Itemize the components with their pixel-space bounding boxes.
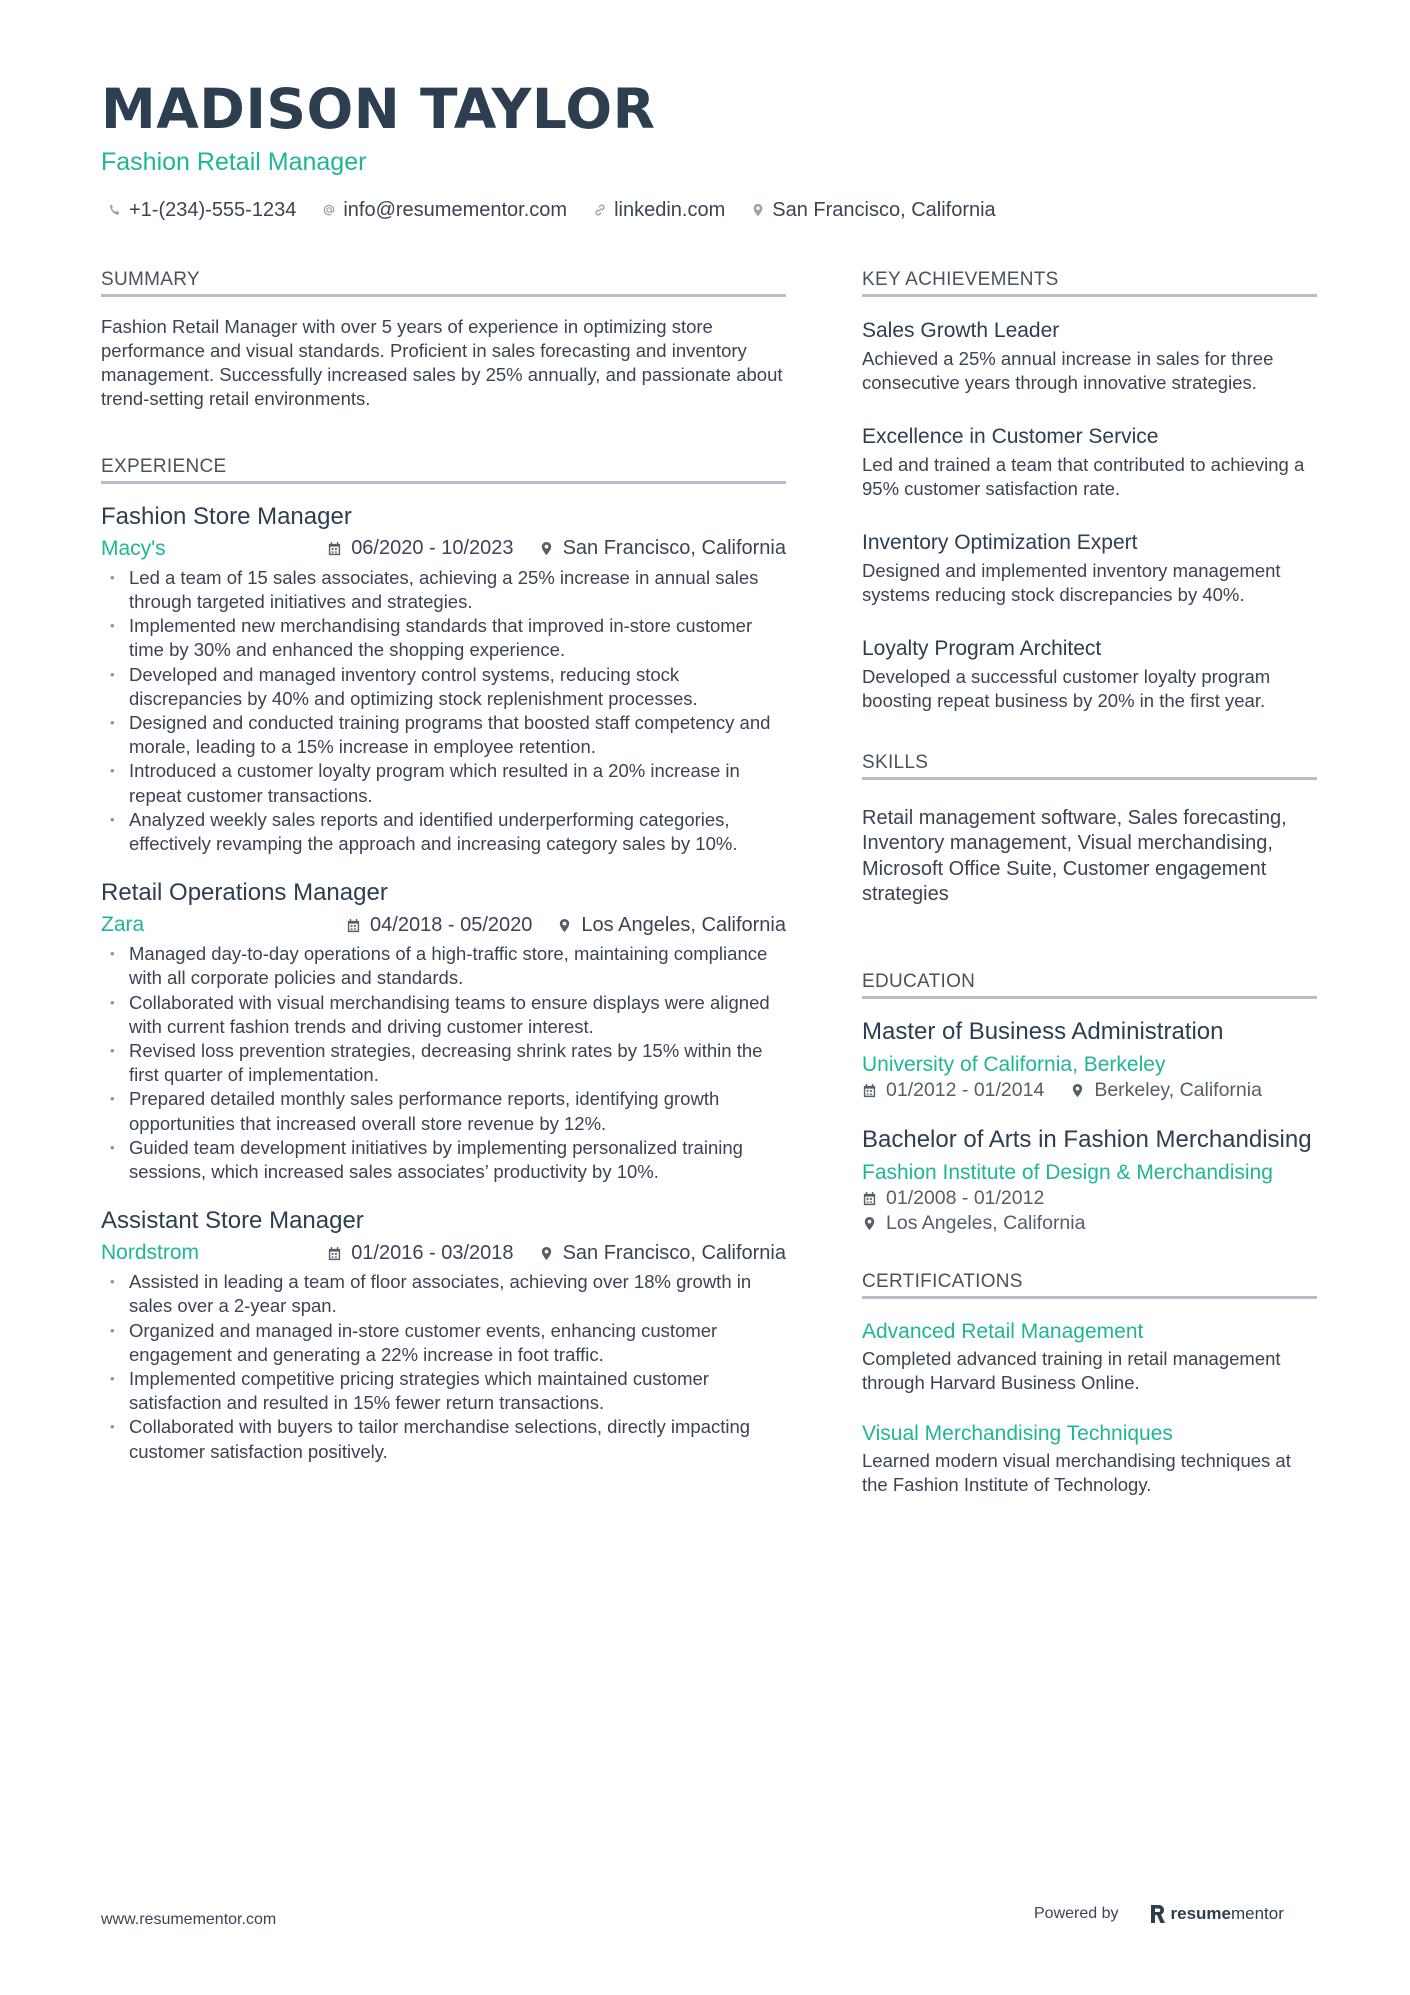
education-item — [862, 1125, 1317, 1236]
job-dates-text: 01/2016 - 03/2018 — [351, 1241, 514, 1264]
education-heading: EDUCATION — [862, 972, 1317, 999]
certifications-section — [862, 1272, 1317, 1497]
edu-dates — [862, 1186, 1044, 1211]
calendar-icon — [862, 1083, 877, 1098]
skills-section — [862, 753, 1317, 908]
certification-text: Completed advanced training in retail management through Harvard Business Online. — [862, 1347, 1281, 1393]
calendar-icon — [862, 1191, 877, 1206]
bullet-item: • Collaborated with buyers to tailor merchandise selections, directly impacting customer satisfaction positively. — [101, 1415, 786, 1463]
contact-location — [751, 200, 995, 220]
achievement-text: Achieved a 25% annual increase in sales for three consecutive years through innovative strategies. — [862, 347, 1274, 393]
map-pin-icon — [751, 203, 765, 217]
job-dates — [327, 537, 513, 560]
certifications-heading: CERTIFICATIONS — [862, 1272, 1317, 1299]
job-title: Fashion Store Manager — [101, 502, 352, 530]
company-name: Zara — [101, 913, 145, 937]
certification-title: Advanced Retail Management — [862, 1319, 1144, 1343]
edu-dates — [862, 1078, 1044, 1103]
bullet-item: • Guided team development initiatives by implementing personalized training sessions, which increased sales associates’ productivity by 10%. — [101, 1136, 786, 1184]
edu-dates-text: 01/2012 - 01/2014 — [886, 1078, 1045, 1101]
job-title: Retail Operations Manager — [101, 879, 388, 907]
job-meta — [101, 1236, 786, 1270]
brand-light: mentor — [1230, 1904, 1284, 1923]
map-pin-icon — [539, 1246, 554, 1261]
job-entry — [101, 878, 786, 1184]
bullet-item: • Led a team of 15 sales associates, achieving a 25% increase in annual sales through targeted initiatives and strategies. — [101, 566, 786, 614]
job-title: Assistant Store Manager — [101, 1207, 364, 1235]
footer-brand — [1034, 1904, 1284, 1924]
phone-text: +1-(234)-555-1234 — [129, 199, 297, 221]
company-name: Macy's — [101, 536, 166, 560]
phone-icon — [108, 203, 122, 217]
job-meta-details — [321, 914, 786, 937]
job-location — [539, 1242, 786, 1265]
job-dates — [327, 1242, 513, 1265]
job-meta — [101, 532, 786, 566]
achievement-item — [862, 633, 1317, 713]
brand-bold: resume — [1170, 1904, 1231, 1923]
contact-email[interactable] — [322, 200, 567, 220]
contact-bar — [108, 200, 1022, 220]
achievement-text: Led and trained a team that contributed to achieving a 95% customer satisfaction rate. — [862, 453, 1305, 499]
right-column — [862, 270, 1317, 1521]
resumementor-logo-icon — [1149, 1904, 1166, 1924]
edu-school: University of California, Berkeley — [862, 1052, 1166, 1076]
job-location-text: San Francisco, California — [562, 1241, 786, 1264]
contact-phone — [108, 200, 296, 220]
candidate-name: MADISON TAYLOR — [101, 77, 656, 141]
map-pin-icon — [557, 918, 572, 933]
job-location-text: Los Angeles, California — [581, 913, 786, 936]
edu-location — [1070, 1078, 1262, 1103]
certification-title: Visual Merchandising Techniques — [862, 1421, 1173, 1445]
edu-school: Fashion Institute of Design & Merchandising — [862, 1160, 1273, 1184]
job-bullets — [101, 942, 786, 1184]
achievement-title: Excellence in Customer Service — [862, 424, 1159, 448]
bullet-item: • Developed and managed inventory control systems, reducing stock discrepancies by 40% and optimizing stock replenishment processes. — [101, 663, 786, 711]
experience-section — [101, 457, 786, 1464]
bullet-item: • Analyzed weekly sales reports and identified underperforming categories, effectively revamping the approach and increasing category sales by 10%. — [101, 808, 786, 856]
edu-degree: Master of Business Administration — [862, 1017, 1224, 1045]
job-meta-details — [302, 1242, 786, 1265]
bullet-item: • Assisted in leading a team of floor associates, achieving over 18% growth in sales over a 2-year span. — [101, 1270, 786, 1318]
edu-degree: Bachelor of Arts in Fashion Merchandising — [862, 1125, 1312, 1153]
job-meta-details — [302, 537, 786, 560]
job-dates-text: 04/2018 - 05/2020 — [370, 913, 533, 936]
linkedin-link[interactable]: linkedin.com — [614, 199, 726, 221]
footer-website[interactable]: www.resumementor.com — [101, 1911, 277, 1928]
job-location — [539, 537, 786, 560]
map-pin-icon — [539, 541, 554, 556]
achievement-title: Loyalty Program Architect — [862, 636, 1102, 660]
job-entry — [101, 1206, 786, 1464]
bullet-item: • Prepared detailed monthly sales performance reports, identifying growth opportunities that increased overall store revenue by 12%. — [101, 1087, 786, 1135]
certification-item — [862, 1419, 1317, 1497]
calendar-icon — [346, 918, 361, 933]
job-dates — [346, 914, 532, 937]
brand-logo[interactable] — [1149, 1904, 1284, 1924]
achievement-title: Sales Growth Leader — [862, 318, 1060, 342]
job-location-text: San Francisco, California — [562, 537, 786, 560]
job-bullets — [101, 566, 786, 856]
skills-heading: SKILLS — [862, 753, 1317, 780]
bullet-item: • Organized and managed in-store customer events, enhancing customer engagement and generating a 22% increase in foot traffic. — [101, 1319, 786, 1367]
education-item — [862, 1017, 1317, 1103]
achievement-text: Developed a successful customer loyalty program boosting repeat business by 20% in the first year. — [862, 665, 1271, 711]
bullet-item: • Revised loss prevention strategies, decreasing shrink rates by 15% within the first quarter of implementation. — [101, 1039, 786, 1087]
job-meta — [101, 908, 786, 942]
edu-location-text: Berkeley, California — [1094, 1078, 1262, 1101]
calendar-icon — [327, 1246, 342, 1261]
map-pin-icon — [1070, 1083, 1085, 1098]
bullet-item: • Implemented new merchandising standards that improved in-store customer time by 30% and enhanced the shopping experience. — [101, 614, 786, 662]
education-section — [862, 972, 1317, 1236]
company-name: Nordstrom — [101, 1241, 200, 1265]
achievement-text: Designed and implemented inventory management systems reducing stock discrepancies by 40%. — [862, 559, 1281, 605]
bullet-item: • Collaborated with visual merchandising teams to ensure displays were aligned with current fashion trends and driving customer interest. — [101, 991, 786, 1039]
experience-heading: EXPERIENCE — [101, 457, 786, 484]
edu-meta — [862, 1078, 1317, 1103]
at-sign-icon — [322, 203, 336, 217]
link-icon — [593, 203, 607, 217]
job-location — [557, 914, 786, 937]
location-text: San Francisco, California — [772, 199, 996, 221]
summary-heading: SUMMARY — [101, 270, 786, 297]
achievements-section — [862, 270, 1317, 713]
left-column — [101, 270, 786, 1486]
summary-section — [101, 270, 786, 411]
skills-text: Retail management software, Sales forecasting, Inventory management, Visual merchandising, Microsoft Office Suite, Customer engagement strategies — [862, 806, 1287, 906]
contact-linkedin[interactable] — [593, 200, 725, 220]
summary-text: Fashion Retail Manager with over 5 years of experience in optimizing store performance and visual standards. Proficient in sales forecasting and inventory management. Successfully increased sales by 25% annually, and passionate about trend-setting retail environments. — [101, 315, 783, 409]
bullet-item: • Managed day-to-day operations of a high-traffic store, maintaining compliance with all corporate policies and standards. — [101, 942, 786, 990]
bullet-item: • Introduced a customer loyalty program which resulted in a 20% increase in repeat customer transactions. — [101, 759, 786, 807]
email-link[interactable]: info@resumementor.com — [343, 199, 568, 221]
certification-item — [862, 1317, 1317, 1395]
job-dates-text: 06/2020 - 10/2023 — [351, 537, 514, 560]
job-bullets — [101, 1270, 786, 1464]
edu-meta — [862, 1186, 1317, 1236]
achievement-item — [862, 527, 1317, 607]
powered-by-text: Powered by — [1034, 1905, 1119, 1922]
job-entry — [101, 502, 786, 856]
edu-location-text: Los Angeles, California — [886, 1211, 1086, 1234]
map-pin-icon — [862, 1216, 877, 1231]
achievement-item — [862, 315, 1317, 395]
edu-dates-text: 01/2008 - 01/2012 — [886, 1186, 1045, 1209]
achievements-heading: KEY ACHIEVEMENTS — [862, 270, 1317, 297]
candidate-role: Fashion Retail Manager — [101, 148, 367, 176]
edu-location — [862, 1211, 1085, 1236]
achievement-title: Inventory Optimization Expert — [862, 530, 1138, 554]
achievement-item — [862, 421, 1317, 501]
certification-text: Learned modern visual merchandising techniques at the Fashion Institute of Technology. — [862, 1449, 1291, 1495]
bullet-item: • Designed and conducted training programs that boosted staff competency and morale, leading to a 15% increase in employee retention. — [101, 711, 786, 759]
bullet-item: • Implemented competitive pricing strategies which maintained customer satisfaction and resulted in 15% fewer return transactions. — [101, 1367, 786, 1415]
calendar-icon — [327, 541, 342, 556]
